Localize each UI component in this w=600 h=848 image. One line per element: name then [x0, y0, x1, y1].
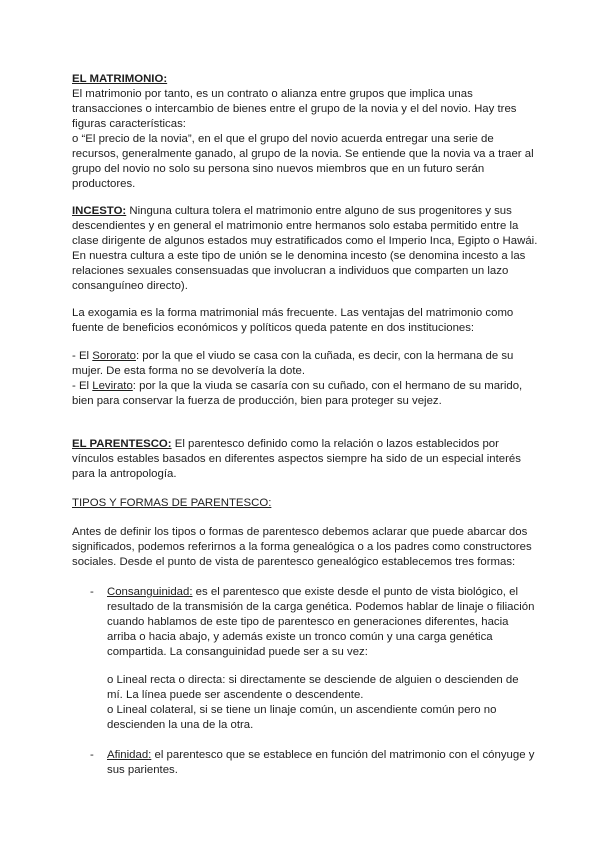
- consanguinidad-sub-line: o Lineal recta o directa: si directamente se desciende de alguien o descienden de: [107, 674, 519, 686]
- matrimonio-line: figuras características:: [72, 118, 186, 130]
- matrimonio-line: transacciones o intercambio de bienes entre el grupo de la novia y el del novio. Hay tres: [72, 103, 517, 115]
- consanguinidad-bullet: -: [90, 586, 94, 598]
- consanguinidad-sub-line: mí. La línea puede ser ascendente o descendente.: [107, 689, 364, 701]
- exogamia-line: fuente de beneficios económicos y políticos queda patente en dos instituciones:: [72, 322, 475, 334]
- consanguinidad-sub-line: descienden la una de la otra.: [107, 719, 254, 731]
- consanguinidad-first-text: es el parentesco que existe desde el punto de vista biológico, el: [192, 586, 518, 598]
- incesto-heading: INCESTO:: [72, 205, 127, 217]
- incesto-paragraph-first-line: [72, 204, 512, 219]
- tipos-line: sociales. Desde el punto de vista de parentesco genealógico establecemos tres formas:: [72, 556, 516, 568]
- consanguinidad-line: arriba o hacia abajo, y además existe un tronco común y una carga genética: [107, 631, 493, 643]
- incesto-line: consanguíneo directo).: [72, 280, 188, 292]
- sororato-line2: mujer. De esta forma no se devolvería la dote.: [72, 365, 305, 377]
- sororato-item: [72, 349, 513, 364]
- incesto-line: clase dirigente de algunos estados muy estratificados como el Imperio Inca, Egipto o Hawái.: [72, 235, 538, 247]
- tipos-line: significados, podemos referirnos a la forma genealógica o a los padres como constructores: [72, 541, 532, 553]
- parentesco-first-line: El parentesco definido como la relación o lazos establecidos por: [171, 438, 499, 450]
- parentesco-paragraph-first-line: [72, 437, 499, 452]
- incesto-line: relaciones sexuales consensuadas que involucran a individuos que comparten un lazo: [72, 265, 509, 277]
- levirato-line2: bien para conservar la fuerza de producción, bien para proteger su vejez.: [72, 395, 442, 407]
- incesto-first-line: Ninguna cultura tolera el matrimonio entre alguno de sus progenitores y sus: [126, 205, 512, 217]
- exogamia-line: La exogamia es la forma matrimonial más frecuente. Las ventajas del matrimonio como: [72, 307, 514, 319]
- tipos-line: Antes de definir los tipos o formas de parentesco debemos aclarar que puede abarcar dos: [72, 526, 528, 538]
- matrimonio-line: El matrimonio por tanto, es un contrato o alianza entre grupos que implica unas: [72, 88, 473, 100]
- levirato-item: [72, 379, 522, 394]
- consanguinidad-term: Consanguinidad:: [107, 586, 193, 598]
- afinidad-first-line: [107, 748, 534, 763]
- afinidad-first-text: el parentesco que se establece en función del matrimonio con el cónyuge y: [151, 749, 535, 761]
- sororato-rest: : por la que el viudo se casa con la cuñada, es decir, con la hermana de su: [135, 350, 514, 362]
- consanguinidad-first-line: [107, 585, 518, 600]
- matrimonio-line: recursos, generalmente ganado, al grupo de la novia. Se entiende que la novia va a traer al: [72, 148, 534, 160]
- parentesco-line: para la antropología.: [72, 468, 177, 480]
- matrimonio-heading: EL MATRIMONIO:: [72, 73, 168, 85]
- sororato-term: Sororato: [92, 350, 136, 362]
- parentesco-heading: EL PARENTESCO:: [72, 438, 172, 450]
- levirato-rest: : por la que la viuda se casaría con su cuñado, con el hermano de su marido,: [132, 380, 523, 392]
- consanguinidad-line: resultado de la transmisión de la carga genética. Podemos hablar de linaje o filiación: [107, 601, 535, 613]
- consanguinidad-sub-line: o Lineal colateral, si se tiene un linaje común, un ascendiente común pero no: [107, 704, 497, 716]
- afinidad-term: Afinidad:: [107, 749, 152, 761]
- incesto-line: En nuestra cultura a este tipo de unión se le denomina incesto (se denomina incesto a las: [72, 250, 526, 262]
- levirato-term: Levirato: [92, 380, 133, 392]
- matrimonio-line: o “El precio de la novia”, en el que el grupo del novio acuerda entregar una serie de: [72, 133, 494, 145]
- sororato-prefix: - El: [72, 350, 93, 362]
- levirato-prefix: - El: [72, 380, 93, 392]
- tipos-heading: TIPOS Y FORMAS DE PARENTESCO:: [72, 497, 272, 509]
- consanguinidad-line: cuando hablamos de este tipo de parentesco en generaciones diferentes, hacia: [107, 616, 509, 628]
- afinidad-bullet: -: [90, 749, 94, 761]
- parentesco-line: vínculos estables basados en diferentes aspectos siempre ha sido de un especial interés: [72, 453, 521, 465]
- afinidad-line2: sus parientes.: [107, 764, 178, 776]
- incesto-line: descendientes y en general el matrimonio entre hermanos solo estaba permitido entre la: [72, 220, 519, 232]
- consanguinidad-line: compartida. La consanguinidad puede ser a su vez:: [107, 646, 368, 658]
- matrimonio-line: grupo del novio no solo su persona sino nuevos miembros que en un futuro serán: [72, 163, 485, 175]
- matrimonio-line: productores.: [72, 178, 136, 190]
